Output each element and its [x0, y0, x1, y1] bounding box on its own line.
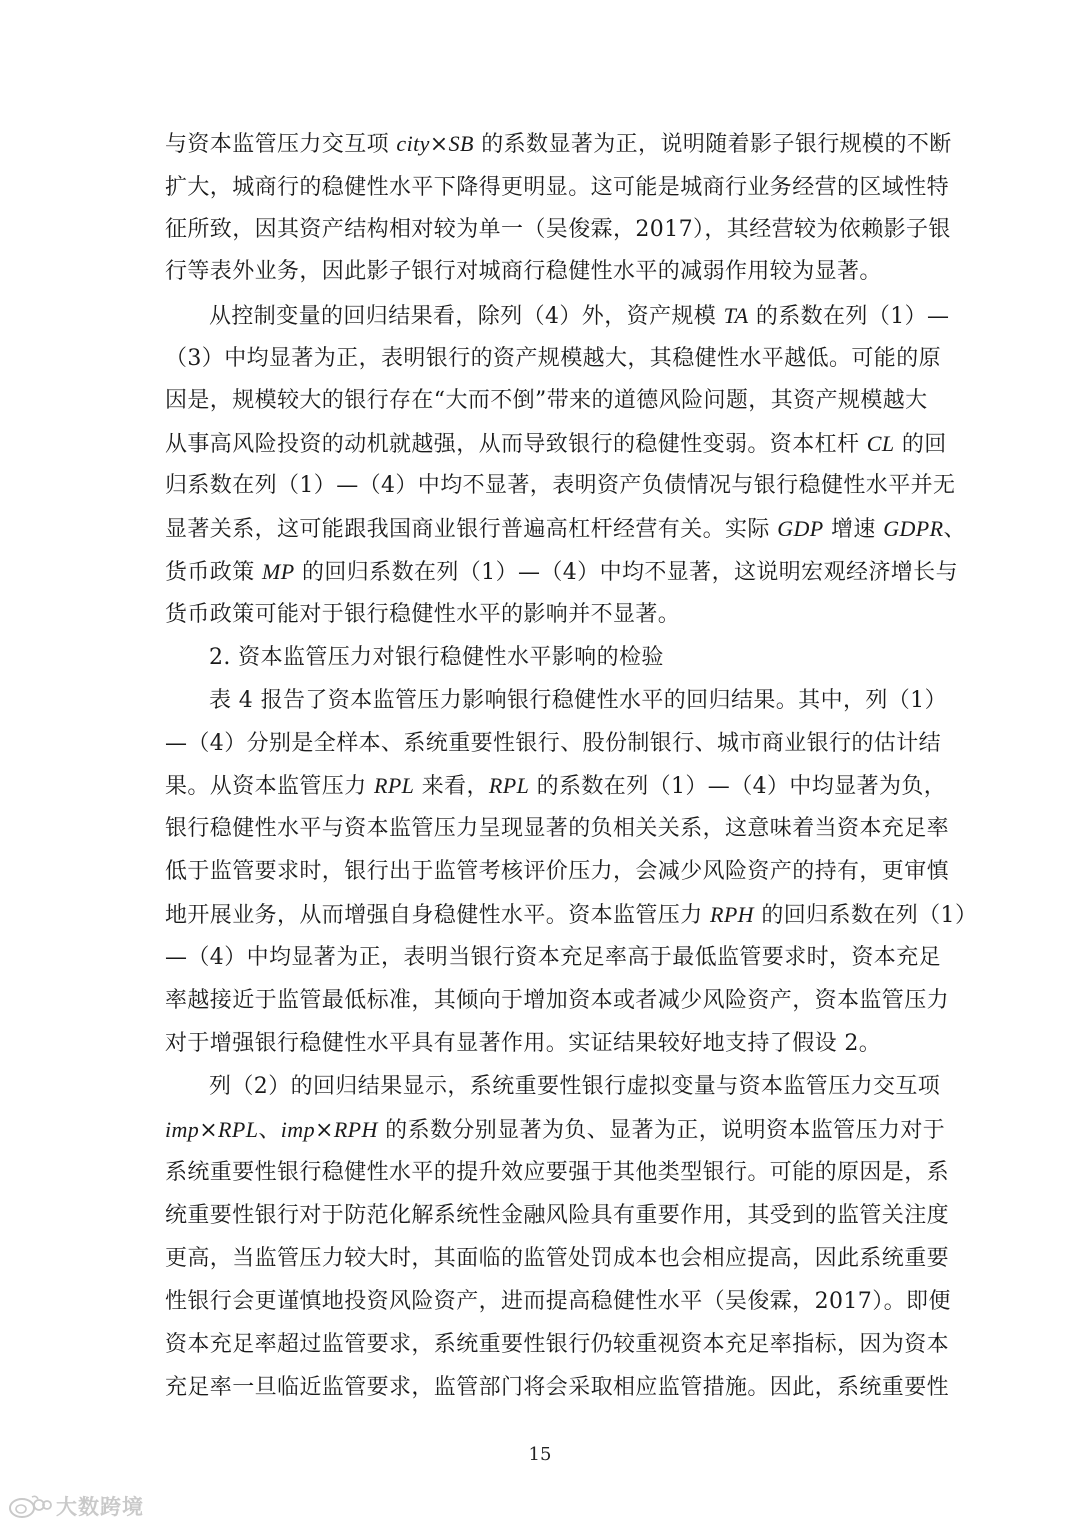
text-line: 银行稳健性水平与资本监管压力呈现显著的负相关关系，这意味着当资本充足率 — [165, 816, 950, 841]
text-line: 2. 资本监管压力对银行稳健性水平影响的检验 — [209, 645, 664, 670]
text-line: 因是，规模较大的银行存在“大而不倒”带来的道德风险问题，其资产规模越大 — [165, 388, 928, 413]
text-line: 列（2）的回归结果显示，系统重要性银行虚拟变量与资本监管压力交互项 — [209, 1074, 941, 1099]
text-line: 果。从资本监管压力 RPL 来看，RPL 的系数在列（1）—（4）中均显著为负， — [165, 773, 947, 799]
text-line: 对于增强银行稳健性水平具有显著作用。实证结果较好地支持了假设 2。 — [165, 1031, 882, 1056]
text-line: 率越接近于监管最低标准，其倾向于增加资本或者减少风险资产，资本监管压力 — [165, 988, 950, 1013]
text-line: （3）中均显著为正，表明银行的资产规模越大，其稳健性水平越低。可能的原 — [165, 346, 941, 371]
text-line: 系统重要性银行稳健性水平的提升效应要强于其他类型银行。可能的原因是，系 — [165, 1160, 950, 1185]
text-line: 更高，当监管压力较大时，其面临的监管处罚成本也会相应提高，因此系统重要 — [165, 1246, 950, 1271]
text-line: 充足率一旦临近监管要求，监管部门将会采取相应监管措施。因此，系统重要性 — [165, 1375, 950, 1400]
text-line: imp×RPL、imp×RPH 的系数分别显著为负、显著为正，说明资本监管压力对于 — [165, 1117, 946, 1143]
text-line: 货币政策可能对于银行稳健性水平的影响并不显著。 — [165, 602, 681, 627]
text-line: 显著关系，这可能跟我国商业银行普遍高杠杆经营有关。实际 GDP 增速 GDPR、 — [165, 516, 966, 542]
text-line: 从事高风险投资的动机就越强，从而导致银行的稳健性变弱。资本杠杆 CL 的回 — [165, 431, 947, 457]
text-line: 货币政策 MP 的回归系数在列（1）—（4）中均不显著，这说明宏观经济增长与 — [165, 559, 958, 585]
text-line: 地开展业务，从而增强自身稳健性水平。资本监管压力 RPH 的回归系数在列（1） — [165, 902, 978, 928]
watermark-text: 大数跨境 — [56, 1495, 144, 1519]
text-line: 表 4 报告了资本监管压力影响银行稳健性水平的回归结果。其中，列（1） — [209, 688, 947, 713]
weibo-logo-icon — [8, 1493, 52, 1519]
text-line: 低于监管要求时，银行出于监管考核评价压力，会减少风险资产的持有，更审慎 — [165, 859, 950, 884]
text-line: —（4）中均显著为正，表明当银行资本充足率高于最低监管要求时，资本充足 — [165, 945, 941, 970]
text-line: 从控制变量的回归结果看，除列（4）外，资产规模 TA 的系数在列（1）— — [209, 303, 950, 329]
text-line: —（4）分别是全样本、系统重要性银行、股份制银行、城市商业银行的估计结 — [165, 731, 941, 756]
text-line: 资本充足率超过监管要求，系统重要性银行仍较重视资本充足率指标，因为资本 — [165, 1332, 950, 1357]
page-number: 15 — [528, 1444, 552, 1465]
text-line: 行等表外业务，因此影子银行对城商行稳健性水平的减弱作用较为显著。 — [165, 259, 882, 284]
text-line: 归系数在列（1）—（4）中均不显著，表明资产负债情况与银行稳健性水平并无 — [165, 473, 956, 498]
text-line: 统重要性银行对于防范化解系统性金融风险具有重要作用，其受到的监管关注度 — [165, 1203, 950, 1228]
text-line: 性银行会更谨慎地投资风险资产，进而提高稳健性水平（吴俊霖，2017）。即便 — [165, 1289, 951, 1314]
text-line: 征所致，因其资产结构相对较为单一（吴俊霖，2017），其经营较为依赖影子银 — [165, 217, 951, 242]
text-line: 与资本监管压力交互项 city×SB 的系数显著为正，说明随着影子银行规模的不断 — [165, 131, 952, 157]
watermark — [8, 1492, 144, 1520]
text-line: 扩大，城商行的稳健性水平下降得更明显。这可能是城商行业务经营的区域性特 — [165, 175, 950, 200]
